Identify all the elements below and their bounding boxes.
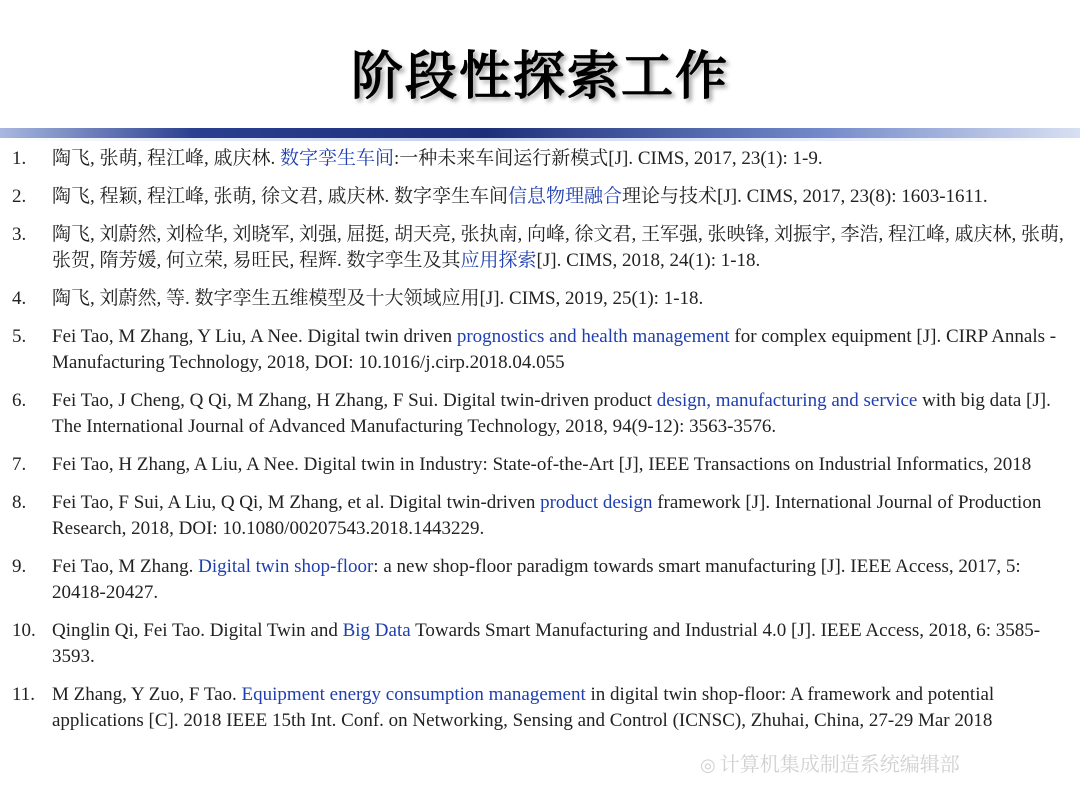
reference-item xyxy=(0,184,1080,210)
reference-number: 2. xyxy=(12,186,27,207)
reference-text: for complex equipment [J]. CIRP Annals - Manufacturing Technology, 2018, DOI: 10.1016/j.cirp.2018.04.055 xyxy=(52,326,1057,373)
reference-item xyxy=(0,452,1080,478)
reference-item xyxy=(0,286,1080,312)
reference-highlight: 应用探索 xyxy=(460,250,537,271)
reference-text: 陶飞, 刘蔚然, 刘检华, 刘晓军, 刘强, 屈挺, 胡天亮, 张执南, 向峰, 徐文君, 王军强, 张映锋, 刘振宇, 李浩, 程江峰, 戚庆林, 张萌, 张贺, 隋芳媛, 何立荣, 易旺民, 程辉. 数字孪生及其 xyxy=(52,224,1064,271)
reference-item xyxy=(0,682,1080,734)
watermark xyxy=(700,748,960,777)
reference-text: Qinglin Qi, Fei Tao. Digital Twin and xyxy=(52,620,343,641)
reference-highlight: 数字孪生车间 xyxy=(280,148,395,169)
reference-text: Fei Tao, F Sui, A Liu, Q Qi, M Zhang, et al. Digital twin-driven xyxy=(52,492,541,513)
reference-number: 10. xyxy=(12,620,36,641)
wechat-icon: ◎ xyxy=(700,755,716,776)
reference-number: 1. xyxy=(12,148,27,169)
reference-number: 8. xyxy=(12,492,27,513)
reference-item xyxy=(0,554,1080,606)
reference-text: framework [J]. International Journal of Production Research, 2018, DOI: 10.1080/00207543.2018.1443229. xyxy=(52,492,1042,539)
reference-text: 陶飞, 刘蔚然, 等. 数字孪生五维模型及十大领域应用[J]. CIMS, 2019, 25(1): 1-18. xyxy=(52,288,704,309)
reference-item xyxy=(0,490,1080,542)
reference-text: M Zhang, Y Zuo, F Tao. xyxy=(52,684,242,705)
reference-text: [J]. CIMS, 2018, 24(1): 1-18. xyxy=(536,250,761,271)
reference-item xyxy=(0,222,1080,274)
reference-text: : a new shop-floor paradigm towards smart manufacturing [J]. IEEE Access, 2017, 5: 20418-20427. xyxy=(52,556,1021,603)
reference-item xyxy=(0,388,1080,440)
reference-text: 理论与技术[J]. CIMS, 2017, 23(8): 1603-1611. xyxy=(622,186,988,207)
reference-text: Towards Smart Manufacturing and Industrial 4.0 [J]. IEEE Access, 2018, 6: 3585-3593. xyxy=(52,620,1041,667)
reference-list xyxy=(0,146,1080,734)
reference-text: 陶飞, 程颖, 程江峰, 张萌, 徐文君, 戚庆林. 数字孪生车间 xyxy=(52,186,509,207)
reference-text: with big data [J]. The International Journal of Advanced Manufacturing Technology, 2018, 94(9-12): 3563-3576. xyxy=(52,390,1051,437)
reference-highlight: prognostics and health management xyxy=(456,326,730,347)
reference-number: 4. xyxy=(12,288,27,309)
reference-item xyxy=(0,146,1080,172)
reference-highlight: Digital twin shop-floor xyxy=(198,556,374,577)
reference-number: 7. xyxy=(12,454,27,475)
reference-highlight: design, manufacturing and service xyxy=(656,390,918,411)
reference-number: 3. xyxy=(12,224,27,245)
page-title: 阶段性探索工作 xyxy=(350,47,729,107)
reference-text: Fei Tao, M Zhang. xyxy=(52,556,199,577)
reference-number: 6. xyxy=(12,390,27,411)
watermark-text: 计算机集成制造系统编辑部 xyxy=(719,752,960,776)
reference-text: Fei Tao, H Zhang, A Liu, A Nee. Digital twin in Industry: State-of-the-Art [J], IEEE Transactions on Industrial Informatics, 2018 xyxy=(52,454,1032,475)
reference-number: 11. xyxy=(12,684,36,705)
reference-text: 陶飞, 张萌, 程江峰, 戚庆林. xyxy=(52,148,281,169)
reference-highlight: product design xyxy=(540,492,653,513)
reference-number: 5. xyxy=(12,326,27,347)
reference-highlight: Big Data xyxy=(342,620,411,641)
reference-text: Fei Tao, M Zhang, Y Liu, A Nee. Digital twin driven xyxy=(52,326,457,347)
reference-number: 9. xyxy=(12,556,27,577)
reference-text: Fei Tao, J Cheng, Q Qi, M Zhang, H Zhang, F Sui. Digital twin-driven product xyxy=(52,390,657,411)
reference-highlight: Equipment energy consumption management xyxy=(241,684,586,705)
reference-item xyxy=(0,324,1080,376)
reference-text: in digital twin shop-floor: A framework and potential applications [C]. 2018 IEEE 15th Int. Conf. on Networking, Sensing and Control (ICNSC), Zhuhai, China, 27-29 Mar 2018 xyxy=(52,684,995,731)
reference-highlight: 信息物理融合 xyxy=(508,186,623,207)
reference-text: :一种未来车间运行新模式[J]. CIMS, 2017, 23(1): 1-9. xyxy=(394,148,823,169)
reference-item xyxy=(0,618,1080,670)
title-divider xyxy=(0,128,1080,138)
